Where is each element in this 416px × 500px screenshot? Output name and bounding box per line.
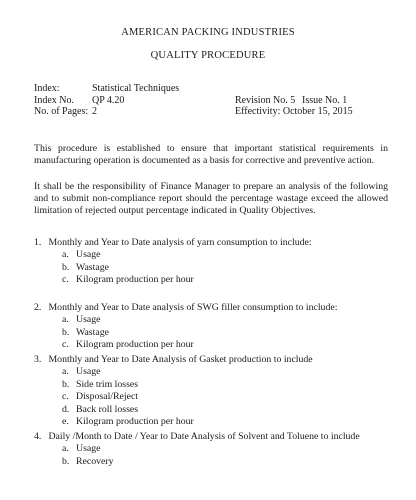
index-value: Statistical Techniques [92, 83, 180, 94]
document-type: QUALITY PROCEDURE [150, 50, 266, 61]
list-item [62, 456, 394, 469]
item-letter: b. [62, 326, 70, 338]
company-name: AMERICAN PACKING INDUSTRIES [121, 27, 295, 38]
item-text: Usage [76, 366, 101, 377]
list-item [62, 327, 394, 340]
section-items [62, 314, 394, 352]
section-swg-filler [34, 302, 394, 352]
item-text: Usage [76, 443, 101, 454]
item-letter: a. [62, 443, 69, 454]
responsibility-paragraph: It shall be the responsibility of Finance Manager to prepare an analysis of the following and to submit non-compliance report should the percentage wastage exceed the allowed limitation of rejected output percentage indicated in Quality Objectives. [34, 181, 388, 216]
section-title [34, 302, 394, 314]
index-no-value: QP 4.20 [92, 94, 125, 106]
item-letter: d. [62, 403, 70, 415]
meta-row-index [34, 83, 394, 95]
list-item [62, 366, 394, 379]
item-text: Kilogram production per hour [76, 416, 194, 427]
section-heading: Monthly and Year to Date Analysis of Gasket production to include [48, 354, 313, 365]
index-label: Index: [34, 83, 60, 94]
list-item [62, 274, 394, 287]
item-text: Usage [76, 314, 101, 325]
list-item [62, 249, 394, 262]
purpose-paragraph: This procedure is established to ensure that important statistical requirements in manufacturing operation is documented as a basis for corrective and preventive action. [34, 143, 388, 166]
effectivity-date: Effectivity: October 15, 2015 [235, 106, 353, 117]
item-letter: a. [62, 366, 69, 377]
section-number: 1. [34, 237, 42, 248]
section-items [62, 366, 394, 429]
section-items [62, 443, 394, 468]
item-letter: e. [62, 416, 69, 427]
item-letter: b. [62, 261, 70, 273]
item-text: Usage [76, 249, 101, 260]
item-letter: b. [62, 455, 70, 467]
section-solvent-toluene [34, 431, 394, 468]
item-text: Kilogram production per hour [76, 274, 194, 285]
list-item [62, 379, 394, 392]
section-gasket-production [34, 354, 394, 429]
item-text: Wastage [76, 261, 109, 273]
item-text: Wastage [76, 326, 109, 338]
item-letter: c. [62, 339, 69, 350]
section-number: 2. [34, 302, 42, 313]
item-letter: a. [62, 314, 69, 325]
section-number: 3. [34, 354, 42, 365]
meta-row-index-no [34, 95, 394, 107]
section-heading: Monthly and Year to Date analysis of SWG filler consumption to include: [48, 302, 338, 313]
section-heading: Monthly and Year to Date analysis of yarn consumption to include: [48, 237, 312, 248]
list-item [62, 314, 394, 327]
item-text: Recovery [76, 455, 114, 467]
section-heading: Daily /Month to Date / Year to Date Analysis of Solvent and Toluene to include [48, 431, 360, 442]
list-item [62, 391, 394, 404]
index-no-label: Index No. [34, 94, 74, 106]
item-text: Back roll losses [76, 403, 139, 415]
item-text: Kilogram production per hour [76, 339, 194, 350]
issue-number: Issue No. 1 [302, 94, 348, 106]
item-letter: b. [62, 378, 70, 390]
pages-label: No. of Pages: [34, 106, 89, 117]
meta-row-pages [34, 106, 394, 118]
section-title [34, 237, 394, 249]
section-number: 4. [34, 431, 42, 442]
item-letter: c. [62, 274, 69, 285]
list-item [62, 416, 394, 429]
document-meta [34, 83, 394, 118]
section-yarn-consumption [34, 237, 394, 287]
item-letter: a. [62, 249, 69, 260]
list-item [62, 443, 394, 456]
item-letter: c. [62, 391, 69, 402]
item-text: Disposal/Reject [76, 391, 139, 402]
section-title [34, 431, 394, 443]
pages-value: 2 [92, 106, 97, 117]
item-text: Side trim losses [76, 378, 139, 390]
section-items [62, 249, 394, 287]
revision-number: Revision No. 5 [235, 94, 296, 106]
section-title [34, 354, 394, 366]
list-item [62, 339, 394, 352]
list-item [62, 404, 394, 417]
list-item [62, 262, 394, 275]
